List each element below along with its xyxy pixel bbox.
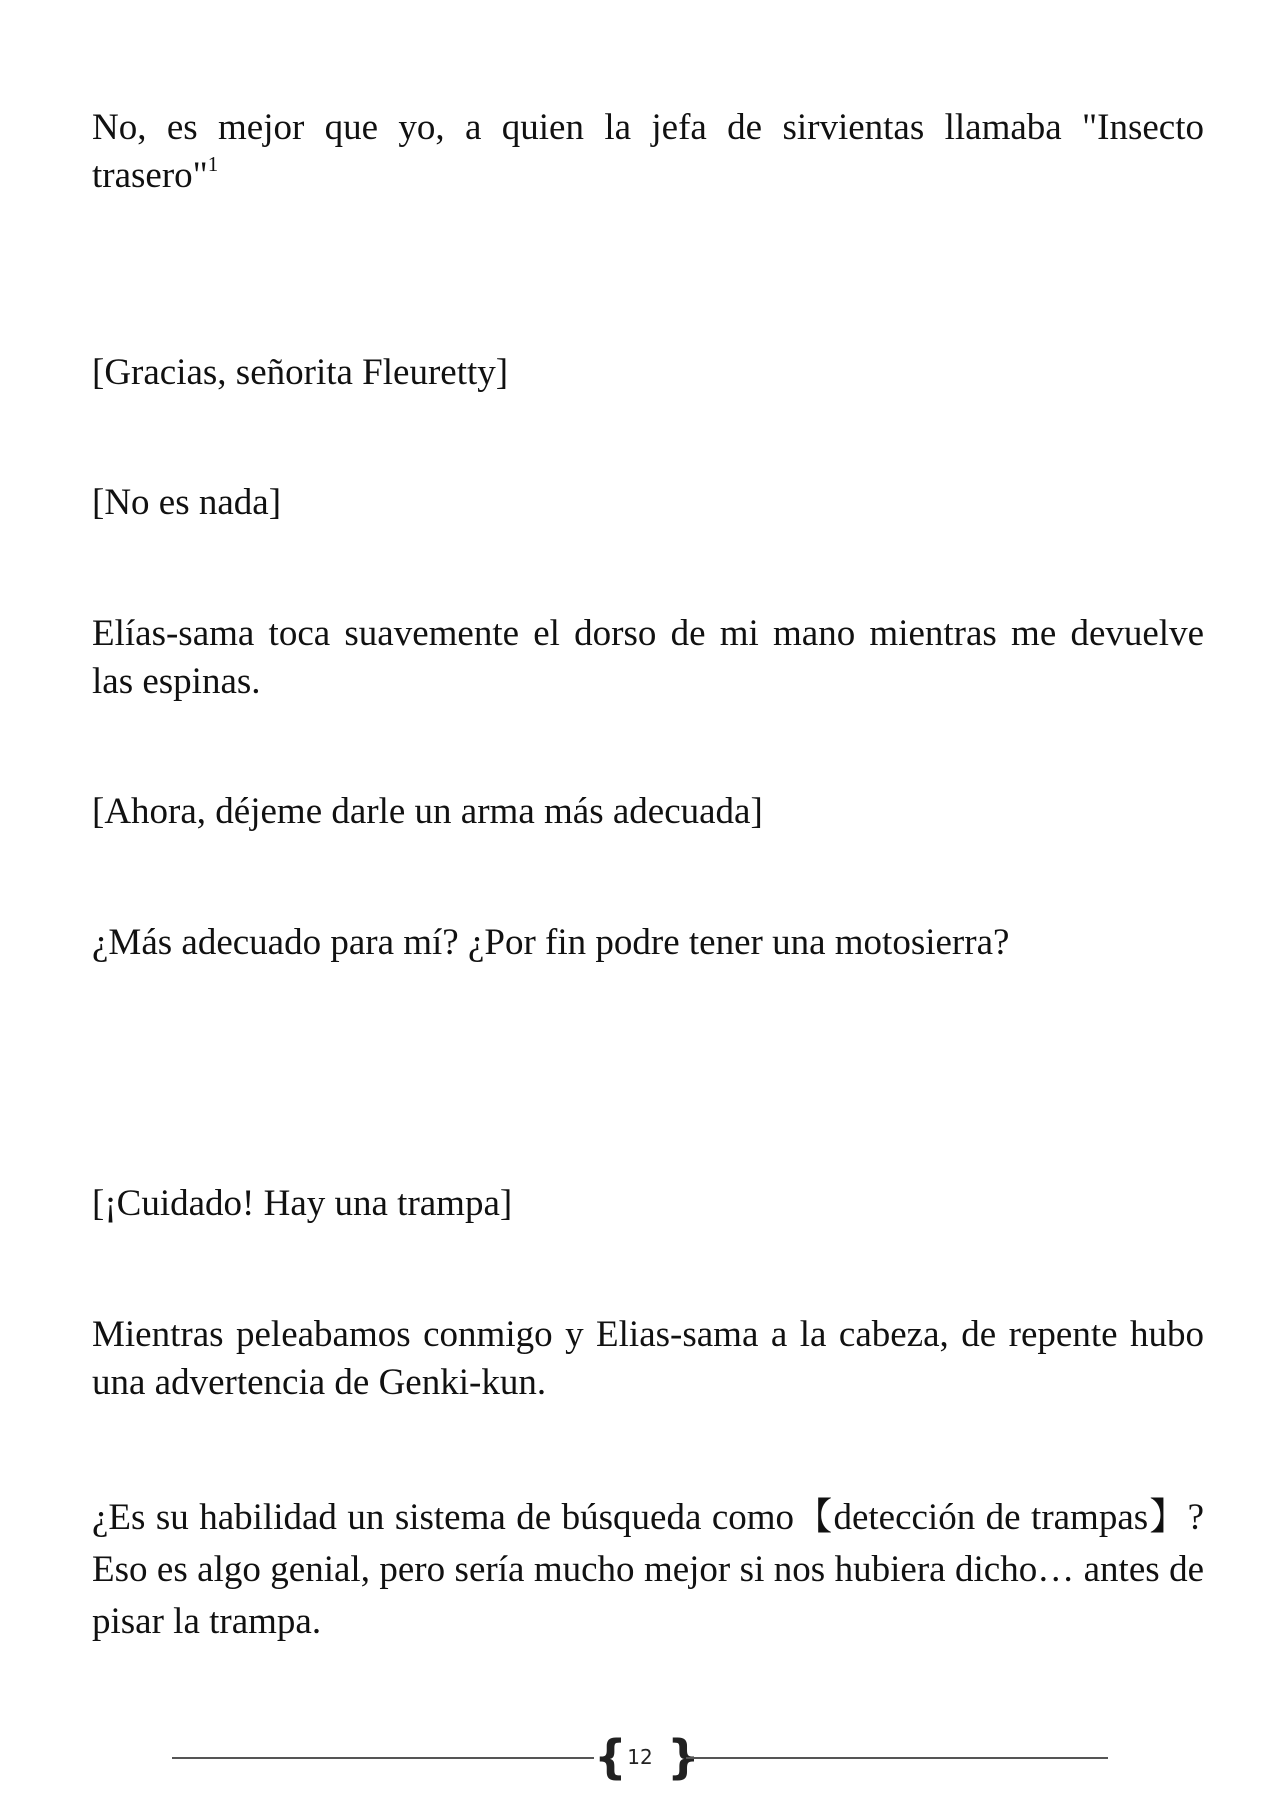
footnote-marker[interactable]: 1 <box>207 152 219 176</box>
footer-divider-left <box>172 1757 594 1759</box>
paragraph-7: [¡Cuidado! Hay una trampa] <box>92 1183 513 1224</box>
paragraph-8: Mientras peleabamos conmigo y Elias-sama a la cabeza, de repente hubo una advertencia de Genki-kun. <box>92 1314 1204 1403</box>
footer-divider-right <box>686 1757 1108 1759</box>
paragraph-6: ¿Más adecuado para mí? ¿Por fin podre tener una motosierra? <box>92 922 1010 963</box>
paragraph-1 <box>92 104 1204 200</box>
paragraph-4: Elías-sama toca suavemente el dorso de mi mano mientras me devuelve las espinas. <box>92 613 1204 702</box>
left-bracket-ornament: { <box>594 1730 627 1784</box>
paragraph-9: ¿Es su habilidad un sistema de búsqueda como【detección de trampas】? Eso es algo genial, pero sería mucho mejor si nos hubiera dicho… antes de pisar la trampa. <box>92 1497 1204 1642</box>
paragraph-2: [Gracias, señorita Fleuretty] <box>92 352 509 393</box>
paragraph-5: [Ahora, déjeme darle un arma más adecuada] <box>92 791 763 832</box>
page-footer <box>0 1728 1280 1788</box>
right-bracket-ornament: } <box>667 1730 700 1784</box>
page-number: 12 <box>627 1745 653 1769</box>
paragraph-1-text: No, es mejor que yo, a quien la jefa de sirvientas llamaba "Insecto trasero" <box>92 107 1204 196</box>
paragraph-3: [No es nada] <box>92 482 282 523</box>
